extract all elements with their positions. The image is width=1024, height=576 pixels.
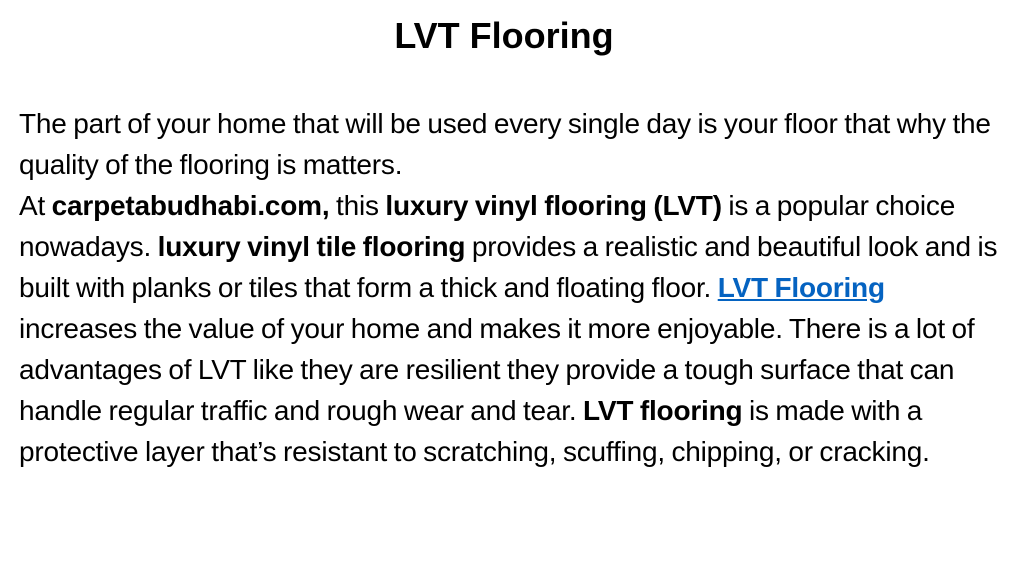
text-realistic: provides a realistic and beautiful look and is built with planks or tiles that form a thick and floating floor. [19, 231, 998, 303]
details-paragraph [19, 185, 1009, 472]
tile-term: luxury vinyl tile flooring [157, 231, 466, 262]
text-increases: increases the value of your home and makes it more enjoyable. There is a lot of advantages of LVT like they are resilient they provide a tough surface that can handle regular traffic and rough wear and tear. [19, 313, 975, 426]
intro-paragraph: The part of your home that will be used every single day is your floor that why the quality of the flooring is matters. [19, 108, 991, 180]
lvt-term: luxury vinyl flooring (LVT) [385, 190, 722, 221]
text-at: At [19, 190, 52, 221]
lvt-flooring-link[interactable]: LVT Flooring [717, 272, 885, 303]
lvt-flooring-term: LVT flooring [583, 395, 743, 426]
text-popular: is a popular choice nowadays. [19, 190, 956, 262]
text-end: is made with a protective layer that’s resistant to scratching, scuffing, chipping, or cracking. [19, 395, 930, 467]
text-this: this [329, 190, 386, 221]
slide-title: LVT Flooring [394, 15, 614, 56]
site-name: carpetabudhabi.com, [51, 190, 330, 221]
slide-body [19, 103, 1009, 472]
